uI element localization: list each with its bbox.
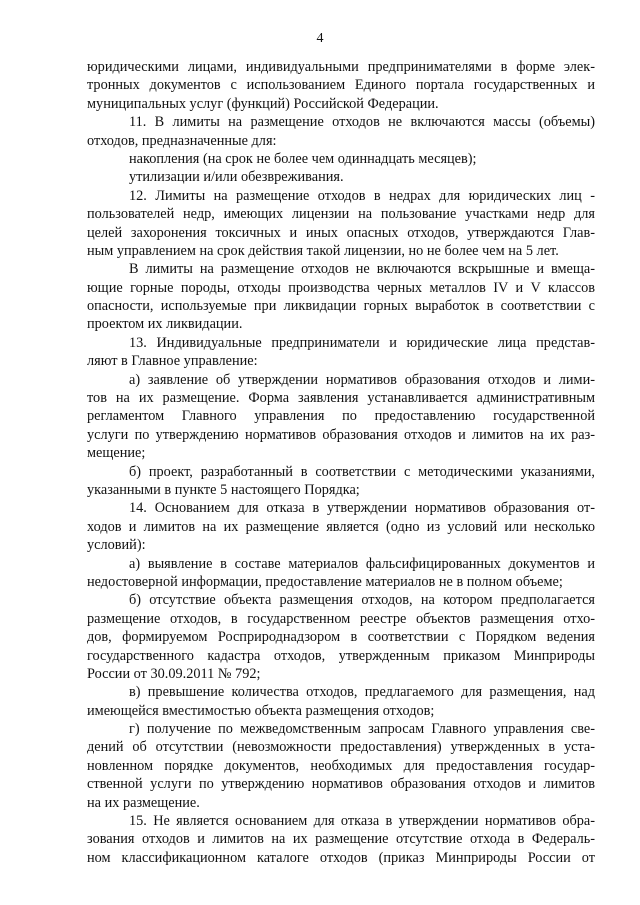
text-line: России от 30.09.2011 № 792; <box>87 665 261 682</box>
text-line: 15. Не является основанием для отказа в утверждении нормативов обра- <box>129 813 595 830</box>
page-number: 4 <box>316 31 324 46</box>
text-line: размещение отходов, в государственном реестре объектов размещения отхо- <box>87 610 595 627</box>
text-line: В лимиты на размещение отходов не включаются вскрышные и вмеща- <box>129 261 595 278</box>
text-line: накопления (на срок не более чем одиннадцать месяцев); <box>129 150 477 167</box>
text-line: 12. Лимиты на размещение отходов в недрах для юридических лиц - <box>129 187 595 204</box>
text-line: г) получение по межведомственным запросам Главного управления све- <box>129 721 595 738</box>
text-line: мещение; <box>87 445 146 462</box>
text-line: а) выявление в составе материалов фальсифицированных документов и <box>129 555 595 572</box>
text-line: регламентом Главного управления по предоставлению государственной <box>87 408 595 425</box>
text-line: муниципальных услуг (функций) Российской Федерации. <box>87 95 439 112</box>
text-line: новленном порядке документов, необходимых для предоставления государ- <box>87 757 595 774</box>
text-line: целей захоронения токсичных и иных опасных отходов, утверждаются Глав- <box>87 224 595 241</box>
text-line: юридическими лицами, индивидуальными предпринимателями в форме элек- <box>87 59 595 75</box>
text-line: ходов и лимитов на их размещение является (одно из условий или несколько <box>87 518 595 535</box>
text-line: услуги по утверждению нормативов образования отходов и лимитов на их раз- <box>87 426 595 443</box>
text-line: на их размещение. <box>87 794 200 811</box>
text-line: 11. В лимиты на размещение отходов не включаются массы (объемы) <box>129 114 595 131</box>
text-line: тов на их размещение. Форма заявления устанавливается административным <box>87 390 595 407</box>
text-line: проектом их ликвидации. <box>87 316 243 333</box>
page-body <box>87 58 595 867</box>
text-line: дов, формируемом Росприроднадзором в соответствии с Порядком ведения <box>87 629 595 646</box>
text-line: имеющейся вместимостью объекта размещения отходов; <box>87 702 435 719</box>
text-line: пользователей недр, имеющих лицензии на пользование участками недр для <box>87 206 595 223</box>
text-line: а) заявление об утверждении нормативов образования отходов и лими- <box>129 371 595 388</box>
text-line: ющие горные породы, отходы производства черных металлов IV и V классов <box>87 279 595 296</box>
text-line: зования отходов и лимитов на их размещение отсутствие отхода в Федераль- <box>87 831 595 848</box>
text-line: в) превышение количества отходов, предлагаемого для размещения, над <box>129 684 595 701</box>
text-line: государственного кадастра отходов, утвержденным приказом Минприроды <box>87 647 595 664</box>
text-line: ственной услуги по утверждению нормативов образования отходов и лимитов <box>87 776 595 793</box>
text-line: ляют в Главное управление: <box>87 353 258 370</box>
text-line: дений об отсутствии (невозможности предоставления) утвержденных в уста- <box>87 739 595 756</box>
text-line: утилизации и/или обезвреживания. <box>129 169 344 186</box>
text-line: условий): <box>87 537 146 554</box>
text-line: 14. Основанием для отказа в утверждении нормативов образования от- <box>129 500 595 517</box>
text-line: опасности, используемые при ликвидации горных выработок в соответствии с <box>87 298 595 315</box>
text-line: тронных документов с использованием Единого портала государственных и <box>87 77 595 94</box>
text-line: б) отсутствие объекта размещения отходов, на котором предполагается <box>129 592 595 609</box>
text-line: ным управлением на срок действия такой лицензии, но не более чем на 5 лет. <box>87 242 559 259</box>
text-line: б) проект, разработанный в соответствии с методическими указаниями, <box>129 463 595 480</box>
text-line: 13. Индивидуальные предприниматели и юридические лица представ- <box>129 334 595 351</box>
text-line: недостоверной информации, предоставление материалов не в полном объеме; <box>87 573 563 590</box>
text-line: ном классификационном каталоге отходов (приказ Минприроды России от <box>87 849 595 866</box>
text-line: отходов, предназначенные для: <box>87 132 277 149</box>
text-line: указанными в пункте 5 настоящего Порядка; <box>87 481 360 498</box>
